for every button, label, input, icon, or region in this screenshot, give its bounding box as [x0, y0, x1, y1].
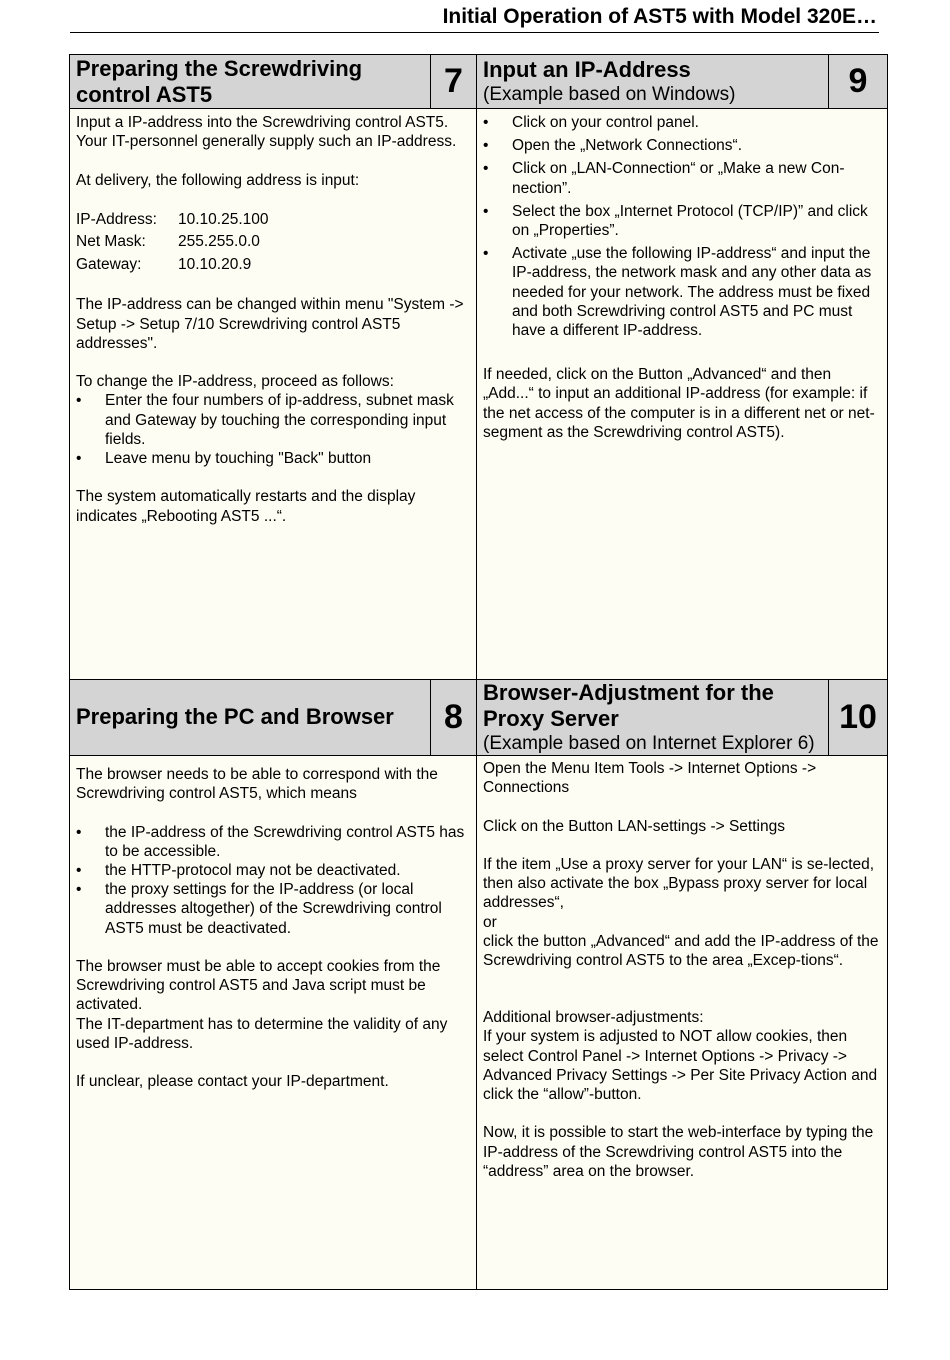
list-item: • Leave menu by touching "Back" button [76, 449, 470, 468]
s8-paragraph-2: The browser must be able to accept cookies from the Screwdriving control AST5 and Java script must be activated. [76, 958, 441, 1014]
section-8-number: 8 [430, 680, 476, 755]
s7-paragraph-3: The IP-address can be changed within menu "System -> Setup -> Setup 7/10 Screwdriving control AST5 addresses". [76, 296, 464, 352]
s10-paragraph-2: Click on the Button LAN-settings -> Settings [483, 817, 785, 835]
ip-label: IP-Address: [76, 210, 157, 228]
list-item: • Select the box „Internet Protocol (TCP/IP)” and click on „Properties”. [483, 202, 881, 240]
section-8-title: Preparing the PC and Browser [76, 704, 394, 729]
section-10-title-line-1: Browser-Adjustment for the [483, 680, 774, 705]
netmask-value: 255.255.0.0 [178, 233, 260, 251]
list-item: • Open the „Network Connections“. [483, 136, 881, 155]
netmask-label: Net Mask: [76, 233, 146, 251]
column-divider [476, 55, 477, 1289]
s7-paragraph-4: To change the IP-address, proceed as follows: [76, 373, 394, 391]
s8-paragraph-1: The browser needs to be able to correspond with the Screwdriving control AST5, which means [76, 766, 438, 803]
list-item: • the HTTP-protocol may not be deactivated. [76, 861, 470, 880]
s10-paragraph-1: Open the Menu Item Tools -> Internet Options -> Connections [483, 760, 817, 797]
section-10-body [477, 756, 887, 1289]
ip-row [76, 209, 470, 232]
s7-bullet-list [76, 391, 470, 468]
section-7-title [76, 56, 426, 108]
list-item: • the IP-address of the Screwdriving control AST5 has to be accessible. [76, 823, 470, 861]
section-9-header [477, 55, 887, 109]
s8-paragraph-3: The IT-department has to determine the validity of any used IP-address. [76, 1015, 448, 1052]
s7-paragraph-5: The system automatically restarts and the display indicates „Rebooting AST5 ...“. [76, 488, 416, 525]
ip-value: 10.10.25.100 [178, 210, 269, 228]
s9-paragraph-1: If needed, click on the Button „Advanced“ and then „Add...“ to input an additional IP-address (for example: if the net access of the computer is in a different net or net-segment as the Screwdriving control AST5). [483, 366, 875, 441]
s7-paragraph-1: Input a IP-address into the Screwdriving control AST5. Your IT-personnel generally supply such an IP-address. [76, 114, 457, 151]
list-item: • Click on your control panel. [483, 113, 881, 132]
s8-paragraph-4: If unclear, please contact your IP-department. [76, 1073, 389, 1091]
page-header [70, 0, 879, 33]
section-10-number: 10 [828, 680, 887, 755]
section-7-header [70, 55, 476, 109]
ip-row [76, 231, 470, 254]
gateway-label: Gateway: [76, 255, 142, 273]
section-8-header [70, 679, 476, 756]
s10-additional-heading: Additional browser-adjustments: [483, 1009, 704, 1027]
s10-or: or [483, 913, 497, 931]
section-9-body [477, 109, 887, 679]
s7-paragraph-2: At delivery, the following address is input: [76, 171, 360, 189]
s10-paragraph-6: Now, it is possible to start the web-interface by typing the IP-address of the Screwdriving control AST5 into the “address” area on the browser. [483, 1124, 874, 1180]
list-item: • the proxy settings for the IP-address (or local addresses altogether) of the Screwdriving control AST5 must be deactivated. [76, 880, 470, 938]
section-9-title: Input an IP-Address [483, 57, 691, 82]
ip-row [76, 254, 470, 277]
s9-bullet-list [483, 113, 881, 340]
section-7-number: 7 [430, 55, 476, 108]
section-7-title-line-2: control AST5 [76, 82, 213, 107]
section-7-body [70, 109, 476, 679]
s8-bullet-list [76, 823, 470, 938]
document-title: Initial Operation of AST5 with Model 320E… [442, 5, 877, 28]
section-10-subtitle: (Example based on Internet Explorer 6) [483, 733, 815, 754]
section-9-number: 9 [828, 55, 887, 108]
s10-paragraph-4: click the button „Advanced“ and add the IP-address of the Screwdriving control AST5 to the area „Excep-tions“. [483, 932, 879, 969]
section-7-title-line-1: Preparing the Screwdriving [76, 56, 363, 81]
instruction-grid [69, 54, 888, 1290]
list-item: • Click on „LAN-Connection“ or „Make a new Con-nection”. [483, 159, 881, 197]
section-9-subtitle: (Example based on Windows) [483, 84, 736, 105]
list-item: • Enter the four numbers of ip-address, subnet mask and Gateway by touching the corresponding input fields. [76, 391, 470, 449]
s10-paragraph-5: If your system is adjusted to NOT allow cookies, then select Control Panel -> Internet Options -> Privacy -> Advanced Privacy Settings -> Per Site Privacy Action and click the “allow”-button. [483, 1028, 878, 1104]
list-item: • Activate „use the following IP-address“ and input the IP-address, the network mask and any other data as needed for your network. The address must be fixed and both Screwdriving control AST5 and PC must have a different IP-address. [483, 244, 881, 340]
section-10-header [477, 679, 887, 756]
section-10-title-line-2: Proxy Server [483, 706, 619, 731]
s10-paragraph-3: If the item „Use a proxy server for your LAN“ is se-lected, then also activate the box „Bypass proxy server for local addresses“, [483, 855, 875, 912]
section-8-body [70, 756, 476, 1289]
gateway-value: 10.10.20.9 [178, 255, 252, 273]
ip-settings-table [76, 209, 470, 277]
section-10-title [483, 680, 774, 732]
